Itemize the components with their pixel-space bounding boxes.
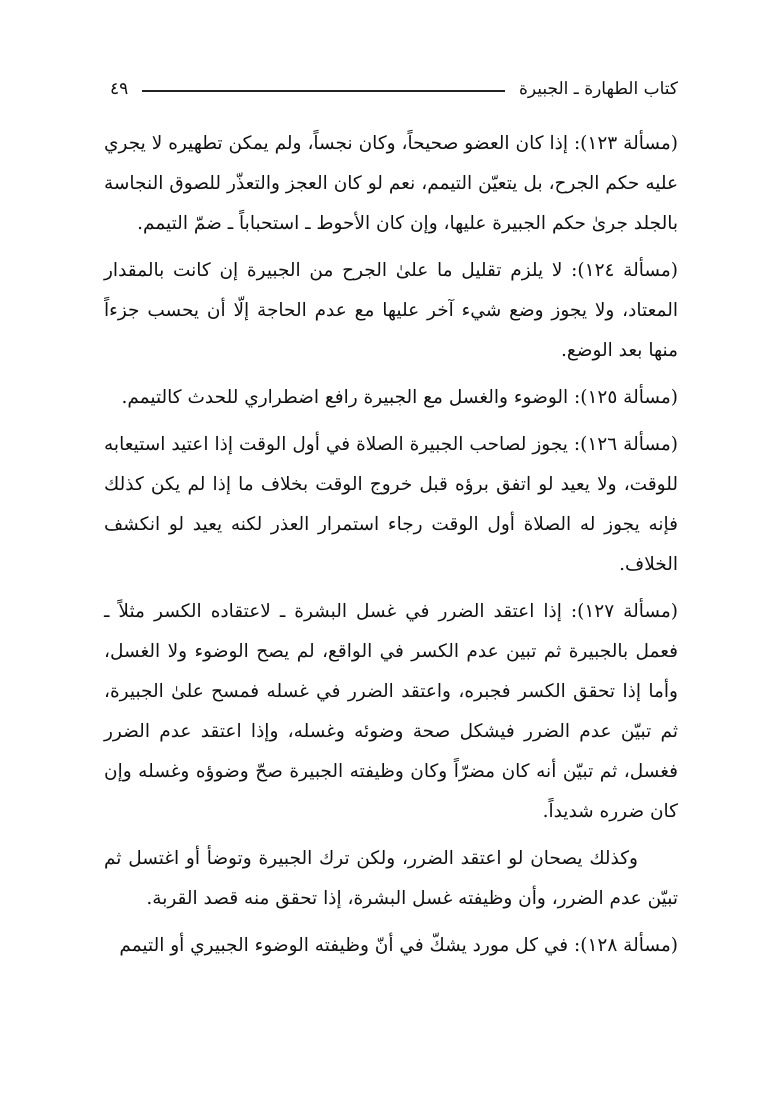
paragraph-issue-125: (مسألة ١٢٥): الوضوء والغسل مع الجبيرة رافع اضطراري للحدث كالتيمم. bbox=[121, 387, 678, 408]
paragraph-issue-126: (مسألة ١٢٦): يجوز لصاحب الجبيرة الصلاة في أول الوقت إذا اعتيد استيعابه للوقت، ولا يعيد لو اتفق برؤه قبل خروج الوقت بخلاف ما إذا لم يكن كذلك فإنه يجوز له الصلاة أول الوقت رجاء استمرار العذر لكنه يعيد لو انكشف الخلاف. bbox=[104, 434, 678, 575]
page-body bbox=[104, 124, 678, 1013]
paragraph-issue-127: (مسألة ١٢٧): إذا اعتقد الضرر في غسل البشرة ـ لاعتقاده الكسر مثلاً ـ فعمل بالجبيرة ثم تبين عدم الكسر في الواقع، لم يصح الوضوء ولا الغسل، وأما إذا تحقق الكسر فجبره، واعتقد الضرر في غسله فمسح علىٰ الجبيرة، ثم تبيّن عدم الضرر فيشكل صحة وضوئه وغسله، وإذا اعتقد عدم الضرر فغسل، ثم تبيّن أنه كان مضرّاً وكان وظيفته الجبيرة صحّ وضوؤه وغسله وإن كان ضرره شديداً. bbox=[104, 601, 678, 822]
paragraph-issue-123: (مسألة ١٢٣): إذا كان العضو صحيحاً، وكان نجساً، ولم يمكن تطهيره لا يجري عليه حكم الجرح، بل يتعيّن التيمم، نعم لو كان العجز والتعذّر للصوق النجاسة بالجلد جرىٰ حكم الجبيرة عليها، وإن كان الأحوط ـ استحباباً ـ ضمّ التيمم. bbox=[104, 133, 678, 234]
paragraph-issue-124: (مسألة ١٢٤): لا يلزم تقليل ما علىٰ الجرح من الجبيرة إن كانت بالمقدار المعتاد، ولا يجوز وضع شيء آخر عليها مع عدم الحاجة إلّا أن يحسب جزءاً منها بعد الوضع. bbox=[104, 260, 678, 361]
header-rule bbox=[142, 90, 505, 92]
paragraph-issue-128: (مسألة ١٢٨): في كل مورد يشكّ في أنّ وظيفته الوضوء الجبيري أو التيمم bbox=[119, 935, 678, 956]
running-title: كتاب الطهارة ـ الجبيرة bbox=[518, 79, 678, 99]
paragraph-continuation: وكذلك يصحان لو اعتقد الضرر، ولكن ترك الجبيرة وتوضأ أو اغتسل ثم تبيّن عدم الضرر، وأن وظيفته غسل البشرة، إذا تحقق منه قصد القربة. bbox=[104, 848, 678, 909]
page-number: ٤٩ bbox=[110, 79, 129, 99]
page-header bbox=[110, 74, 678, 104]
